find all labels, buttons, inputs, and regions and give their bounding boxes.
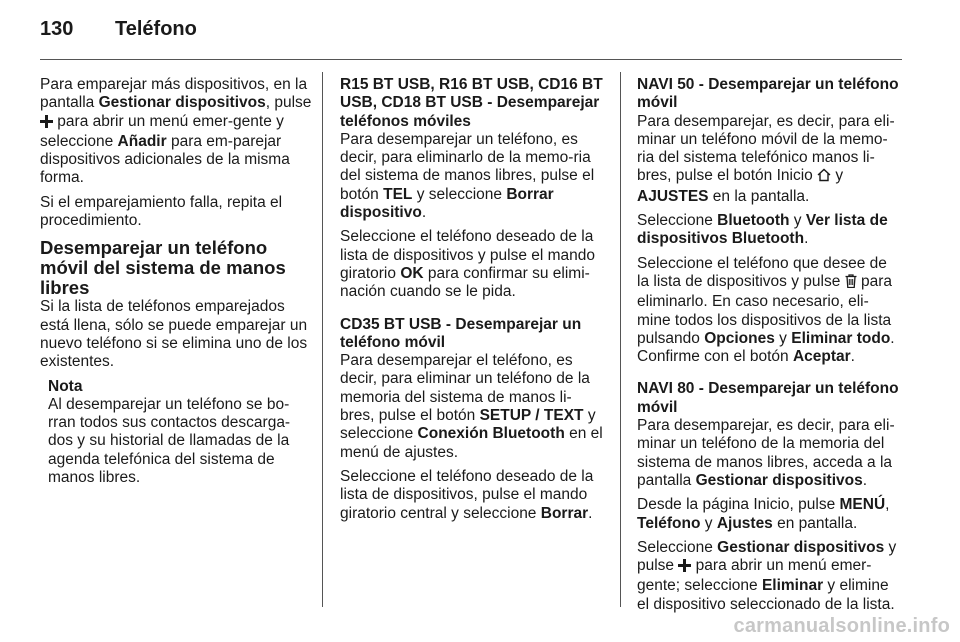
subsection-heading: R15 BT USB, R16 BT USB, CD16 BT USB, CD18 BT USB - Desemparejar teléfonos móviles xyxy=(340,76,603,130)
note-body: Al desemparejar un teléfono se bo-rran todos sus contactos descarga-dos y su historial de llamadas de la agenda telefónica del sistema de manos libres. xyxy=(48,395,291,487)
paragraph: Para desemparejar el teléfono, es decir, para eliminar un teléfono de la memoria del sistema de manos li-bres, pulse el botón SETUP / TEXT y seleccione Conexión Bluetooth en el menú de ajustes. xyxy=(340,352,603,461)
section-heading: Desemparejar un teléfono móvil del sistema de manos libres xyxy=(40,237,286,299)
paragraph: Desde la página Inicio, pulse MENÚ, Teléfono y Ajustes en pantalla. xyxy=(637,496,890,532)
paragraph: Si el emparejamiento falla, repita el procedimiento. xyxy=(40,193,283,230)
plus-icon xyxy=(40,115,53,133)
header-rule xyxy=(40,59,902,60)
paragraph: Para desemparejar, es decir, para eli-minar un teléfono móvil de la memo-ria del sistema telefónico manos li-bres, pulse el botón Inicio y AJUSTES en la pantalla. xyxy=(637,112,895,205)
note-title: Nota xyxy=(48,377,83,395)
column-divider xyxy=(322,72,323,607)
page-number: 130 xyxy=(40,18,74,40)
paragraph: Para emparejar más dispositivos, en la pantalla Gestionar dispositivos, pulse para abrir un menú emer-gente y seleccione Añadir para em-parejar dispositivos adicionales de la misma forma. xyxy=(40,76,312,187)
home-icon xyxy=(817,168,831,187)
page-header xyxy=(40,18,197,48)
column-1 xyxy=(40,76,315,487)
subsection-heading: NAVI 50 - Desemparejar un teléfono móvil xyxy=(637,76,899,112)
plus-icon xyxy=(678,559,691,577)
paragraph: Para desemparejar un teléfono, es decir, para eliminarlo de la memo-ria del sistema de manos libres, pulse el botón TEL y seleccione Borrar dispositivo. xyxy=(340,130,595,222)
trash-icon xyxy=(845,274,857,293)
column-divider xyxy=(620,72,621,607)
column-2 xyxy=(340,76,605,529)
paragraph: Seleccione Bluetooth y Ver lista de dispositivos Bluetooth. xyxy=(637,212,888,248)
page-title: Teléfono xyxy=(115,18,197,40)
paragraph: Seleccione el teléfono que desee de la lista de dispositivos y pulse para eliminarlo. En caso necesario, eli-mine todos los dispositivos de la lista pulsando Opciones y Eliminar todo. Confirme con el botón Aceptar. xyxy=(637,254,895,366)
subsection-heading: NAVI 80 - Desemparejar un teléfono móvil xyxy=(637,380,899,416)
paragraph: Para desemparejar, es decir, para eli-minar un teléfono de la memoria del sistema de manos libres, acceda a la pantalla Gestionar dispositivos. xyxy=(637,417,895,489)
paragraph: Si la lista de teléfonos emparejados está llena, sólo se puede emparejar un nuevo teléfono si se elimina uno de los existentes. xyxy=(40,298,308,371)
watermark: carmanualsonline.info xyxy=(733,615,950,637)
note-box xyxy=(48,378,315,488)
column-3 xyxy=(637,76,902,620)
paragraph: Seleccione el teléfono deseado de la lista de dispositivos y pulse el mando giratorio OK para confirmar su elimi-nación cuando se le pida. xyxy=(340,228,596,301)
subsection-heading: CD35 BT USB - Desemparejar un teléfono móvil xyxy=(340,315,582,351)
paragraph: Seleccione Gestionar dispositivos y pulse para abrir un menú emer-gente; seleccione Eliminar y elimine el dispositivo seleccionado de la lista. xyxy=(637,538,897,613)
paragraph: Seleccione el teléfono deseado de la lista de dispositivos, pulse el mando giratorio central y seleccione Borrar. xyxy=(340,467,594,522)
